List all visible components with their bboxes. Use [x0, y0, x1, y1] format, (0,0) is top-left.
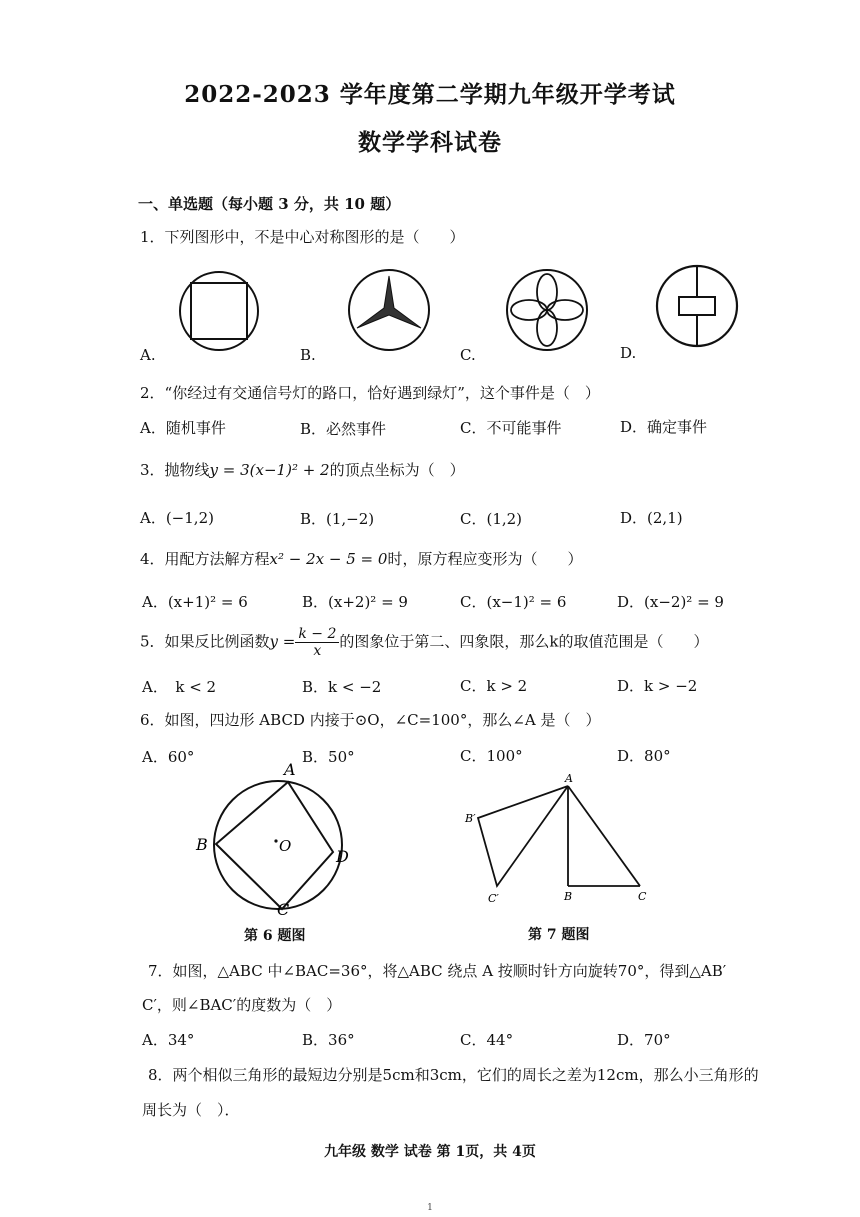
figure-7-caption: 第 7 题图 — [528, 927, 590, 943]
fig7-label-b-prime: B′ — [465, 812, 476, 825]
question-3-stem — [140, 459, 465, 480]
question-6-stem: 6．如图，四边形 ABCD 内接于⊙O，∠C=100°，那么∠A 是（ ） — [140, 711, 601, 729]
q4-stem-suffix: 时，原方程应变形为（ ） — [387, 550, 583, 568]
question-5-stem — [140, 626, 708, 659]
q1-option-b: B. — [300, 346, 316, 364]
q5-fraction-numerator: k − 2 — [295, 626, 339, 643]
fig6-label-a: A — [284, 760, 296, 779]
q1-figure-b — [347, 268, 431, 352]
q5-option-a: A． k < 2 — [142, 678, 217, 696]
question-4-stem — [140, 548, 582, 569]
q5-stem-suffix: 的图象位于第二、四象限，那么k的取值范围是（ ） — [339, 632, 709, 651]
q3-stem-suffix: 的顶点坐标为（ ） — [329, 461, 465, 479]
q1-figure-c — [505, 268, 589, 352]
q1-figure-a — [178, 270, 260, 352]
fig6-label-c: C — [277, 900, 290, 919]
q4-formula: x² − 2x − 5 = 0 — [269, 550, 388, 568]
q5-option-b: B．k < −2 — [302, 678, 382, 696]
question-8-stem-line2: 周长为（ ）． — [142, 1101, 240, 1119]
question-7-stem-line1: 7．如图，△ABC 中∠BAC=36°，将△ABC 绕点 A 按顺时针方向旋转70°，得到△AB′ — [148, 962, 727, 980]
question-1-stem: 1．下列图形中，不是中心对称图形的是（ ） — [140, 228, 465, 246]
q7-option-d: D．70° — [617, 1031, 671, 1049]
question-7-stem-line2: C′，则∠BAC′的度数为（ ） — [142, 996, 342, 1014]
q3-stem-prefix: 3．抛物线 — [140, 461, 210, 479]
q5-fraction — [295, 626, 339, 659]
exam-title: 2022-2023 学年度第二学期九年级开学考试 — [184, 81, 676, 108]
q4-option-a: A．(x+1)² = 6 — [142, 593, 248, 611]
figure-6-caption: 第 6 题图 — [244, 928, 306, 944]
fig7-label-c: C — [638, 890, 647, 903]
figure-6 — [190, 755, 360, 925]
q1-option-d: D. — [620, 344, 637, 362]
page-number: 1 — [427, 1203, 433, 1213]
fig7-label-a: A — [565, 772, 573, 785]
q6-option-d: D．80° — [617, 747, 671, 765]
q3-option-d: D．(2,1) — [620, 509, 683, 527]
q6-option-a: A．60° — [142, 748, 195, 766]
figure-7 — [460, 770, 660, 910]
q2-option-b: B．必然事件 — [300, 420, 387, 438]
fig6-label-d: D — [336, 847, 349, 866]
q5-option-d: D．k > −2 — [617, 677, 698, 695]
q3-option-a: A．(−1,2) — [140, 509, 214, 527]
page-footer: 九年级 数学 试卷 第 1页，共 4页 — [324, 1144, 536, 1160]
fig6-label-o: O — [279, 837, 292, 855]
q3-formula: y = 3(x−1)² + 2 — [209, 461, 330, 479]
q7-option-b: B．36° — [302, 1031, 355, 1049]
question-8-stem-line1: 8．两个相似三角形的最短边分别是5cm和3cm，它们的周长之差为12cm，那么小三角形的 — [148, 1066, 759, 1084]
q3-option-c: C．(1,2) — [460, 510, 523, 528]
q5-fraction-denominator: x — [313, 643, 322, 659]
q6-option-b: B．50° — [302, 748, 355, 766]
q6-option-c: C．100° — [460, 747, 523, 765]
section-heading: 一、单选题（每小题 3 分，共 10 题） — [138, 195, 401, 213]
fig7-label-c-prime: C′ — [488, 892, 499, 905]
q7-option-c: C．44° — [460, 1031, 514, 1049]
q4-option-d: D．(x−2)² = 9 — [617, 593, 724, 611]
q7-option-a: A．34° — [142, 1031, 195, 1049]
q4-option-b: B．(x+2)² = 9 — [302, 593, 408, 611]
q4-option-c: C．(x−1)² = 6 — [460, 593, 567, 611]
q5-formula-lhs: y = — [269, 632, 296, 651]
question-2-stem: 2．“你经过有交通信号灯的路口，恰好遇到绿灯”，这个事件是（ ） — [140, 384, 600, 402]
q3-option-b: B．(1,−2) — [300, 510, 375, 528]
q5-stem-prefix: 5．如果反比例函数 — [140, 632, 270, 651]
exam-subtitle: 数学学科试卷 — [358, 129, 502, 156]
q1-option-a: A. — [140, 346, 156, 364]
q1-option-c: C. — [460, 346, 476, 364]
fig6-label-b: B — [196, 835, 208, 854]
fig7-label-b: B — [564, 890, 573, 903]
q1-figure-d — [655, 264, 739, 348]
q4-stem-prefix: 4．用配方法解方程 — [140, 550, 270, 568]
q2-option-a: A．随机事件 — [140, 419, 226, 437]
q2-option-c: C．不可能事件 — [460, 419, 562, 437]
q2-option-d: D．确定事件 — [620, 418, 708, 436]
q5-option-c: C．k > 2 — [460, 677, 528, 695]
